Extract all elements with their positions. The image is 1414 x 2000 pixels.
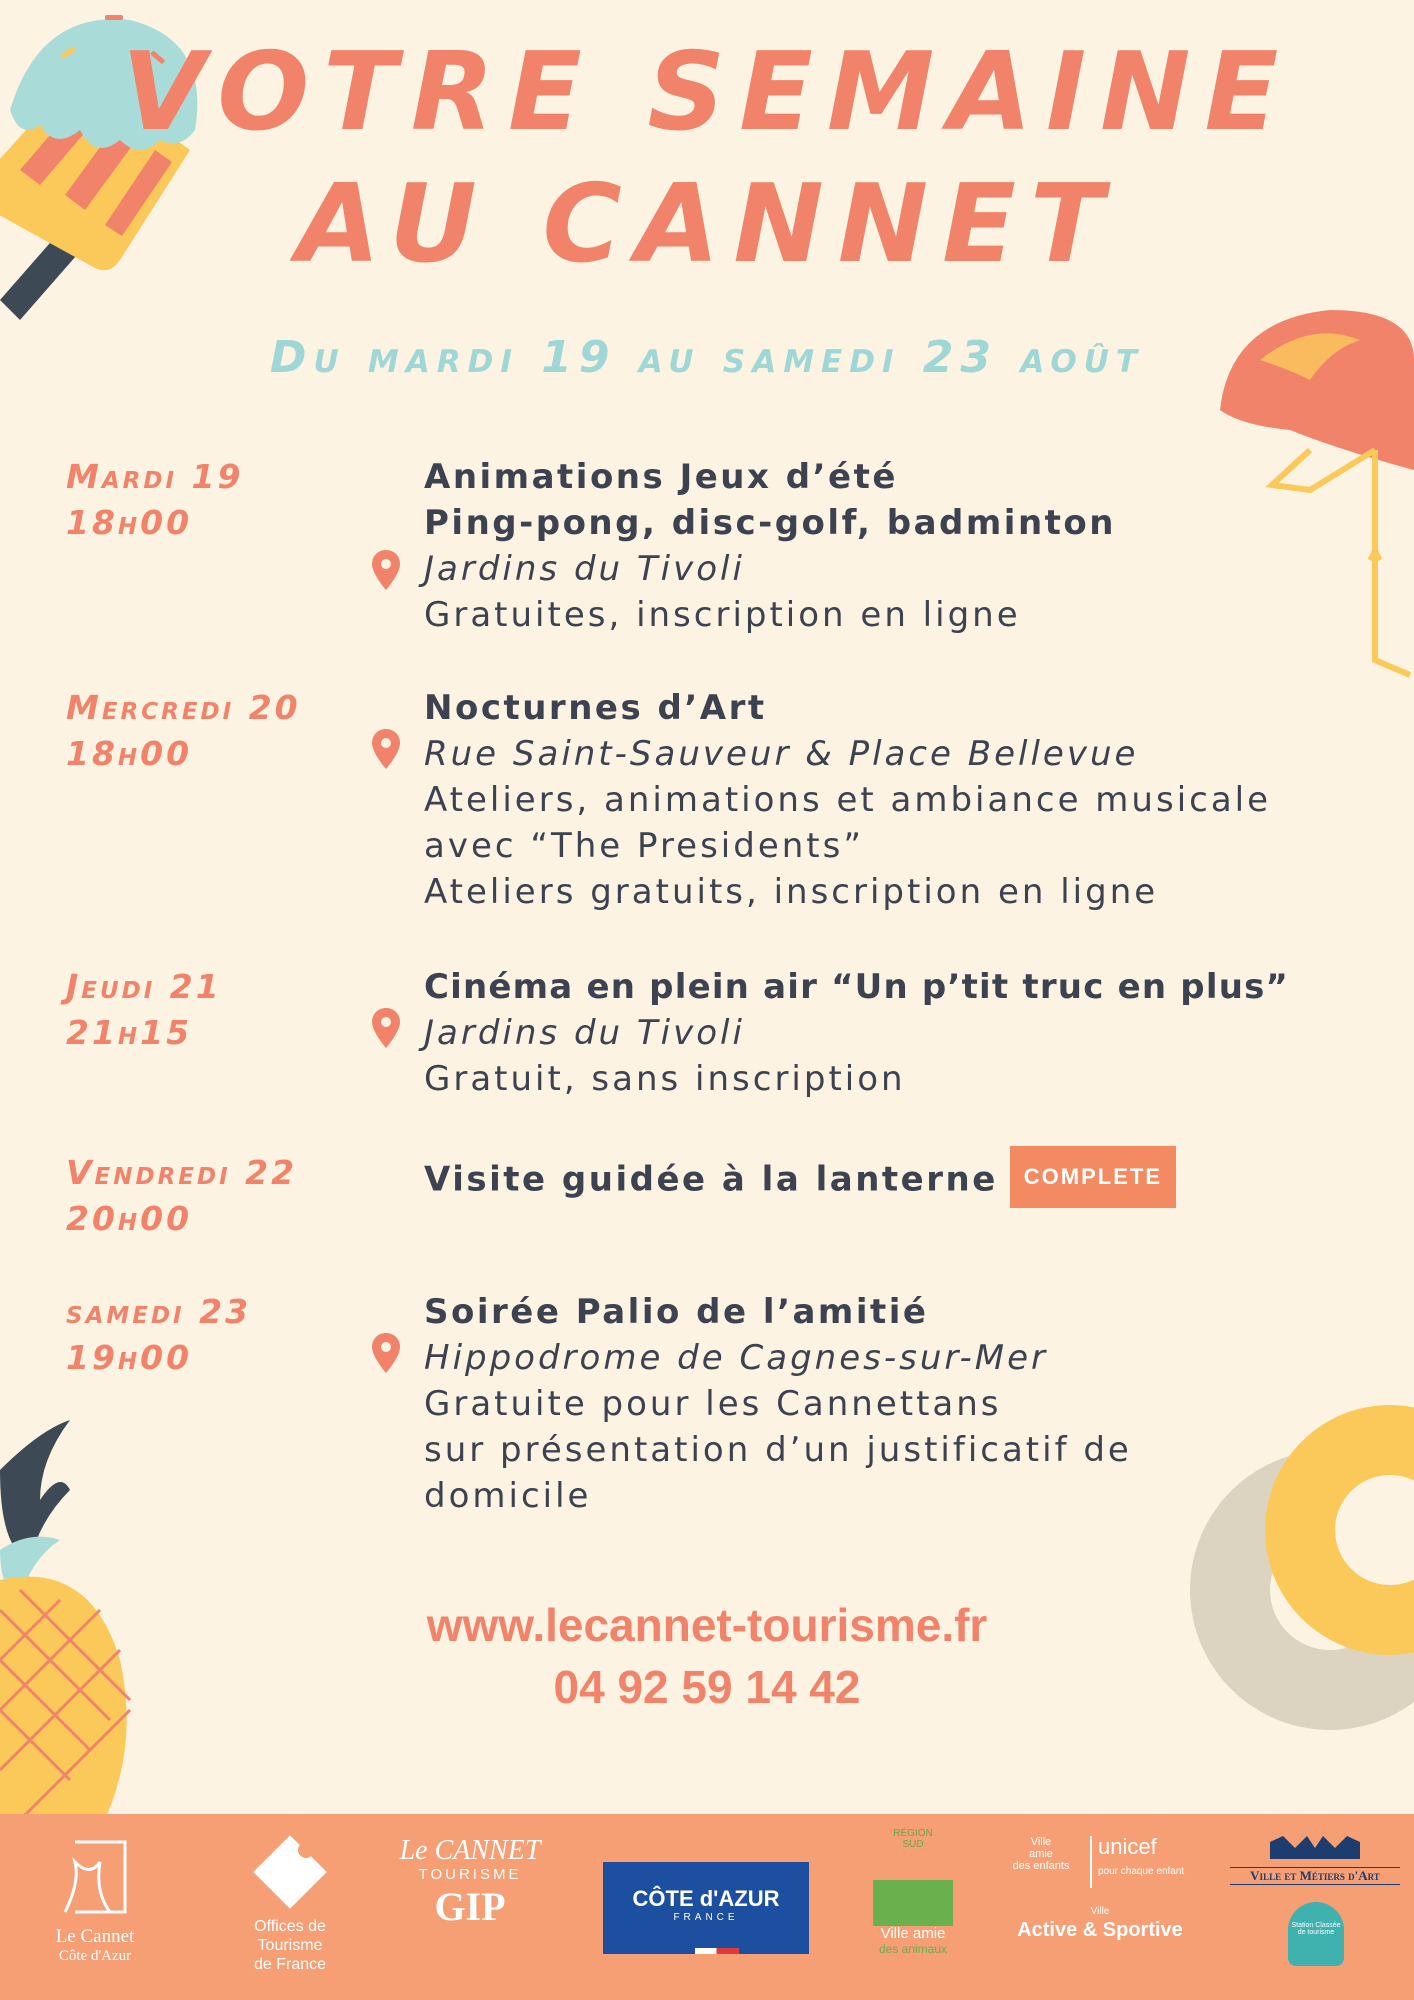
poster-subtitle: Du mardi 19 au samedi 23 août xyxy=(269,332,1145,383)
event-date xyxy=(66,685,301,777)
logo-text: de tourisme xyxy=(1297,1929,1335,1936)
flag-stripe xyxy=(673,1948,739,1954)
event-title: Soirée Palio de l’amitié xyxy=(424,1292,929,1332)
divider xyxy=(1090,1836,1092,1888)
location-pin-icon xyxy=(372,1008,400,1048)
event-time: 18h00 xyxy=(66,503,193,542)
event-date xyxy=(66,1289,251,1381)
event-detail: Ateliers gratuits, inscription en ligne xyxy=(424,872,1159,912)
station-classee-logo xyxy=(1288,1902,1344,1966)
logo-text: des enfants xyxy=(1012,1860,1070,1872)
logo-text: SUD xyxy=(902,1839,924,1850)
logo-text: Station Classée xyxy=(1291,1922,1341,1929)
logo-text: GIP xyxy=(434,1884,506,1929)
phone-number[interactable]: 04 92 59 14 42 xyxy=(553,1661,861,1713)
event-day: samedi 23 xyxy=(66,1292,252,1331)
partner-logos-footer xyxy=(0,1814,1414,2000)
region-sud-logo xyxy=(870,1828,956,1850)
offices-tourisme-logo xyxy=(225,1832,355,1974)
event-body xyxy=(424,454,1374,638)
event-title: Nocturnes d’Art xyxy=(424,688,767,728)
event-title: Animations Jeux d’été xyxy=(424,457,898,497)
logo-text: Ville xyxy=(1090,1906,1110,1917)
event-body xyxy=(424,1150,1374,1212)
event-title: Ping-pong, disc-golf, badminton xyxy=(424,503,1116,543)
event-time: 20h00 xyxy=(66,1199,193,1238)
logo-text: FRANCE xyxy=(673,1912,739,1923)
castle-icon xyxy=(55,1832,135,1922)
event-body xyxy=(424,964,1374,1102)
event-title: Cinéma en plein air “Un p’tit truc en plus” xyxy=(424,967,1290,1007)
event-day: Mercredi 20 xyxy=(66,688,301,727)
cote-azur-logo xyxy=(603,1862,809,1954)
event-location: Hippodrome de Cagnes-sur-Mer xyxy=(424,1338,1048,1378)
offices-tourisme-icon xyxy=(250,1832,330,1912)
event-detail: Gratuit, sans inscription xyxy=(424,1059,906,1099)
crown-icon xyxy=(1265,1834,1365,1862)
logo-text: Le CANNET xyxy=(399,1835,541,1866)
event-day: Mardi 19 xyxy=(66,457,244,496)
event-date xyxy=(66,454,243,546)
location-pin-icon xyxy=(372,729,400,769)
event-location: Jardins du Tivoli xyxy=(424,1013,745,1053)
metiers-art-logo xyxy=(1230,1834,1400,1885)
event-detail: sur présentation d’un justificatif de xyxy=(424,1430,1132,1470)
logo-text: pour chaque enfant xyxy=(1098,1866,1185,1877)
logo-text: Côte d'Azur xyxy=(58,1948,132,1964)
logo-text: Ville amie xyxy=(880,1925,946,1942)
complete-badge: COMPLETE xyxy=(1010,1146,1176,1208)
lecannet-logo xyxy=(30,1832,160,1965)
logo-text: amie xyxy=(1029,1848,1053,1860)
event-time: 19h00 xyxy=(66,1338,193,1377)
logo-text: CÔTE d'AZUR xyxy=(632,1886,780,1911)
website-link[interactable]: www.lecannet-tourisme.fr xyxy=(426,1599,988,1651)
event-body xyxy=(424,1289,1374,1519)
lecannet-tourisme-logo xyxy=(385,1836,555,1931)
event-detail: Ateliers, animations et ambiance musicale xyxy=(424,780,1272,820)
logo-text: Ville xyxy=(1030,1836,1052,1848)
event-detail: Gratuite pour les Cannettans xyxy=(424,1384,1002,1424)
event-date xyxy=(66,1150,297,1242)
event-title xyxy=(424,1150,1374,1212)
event-day: Vendredi 22 xyxy=(66,1153,298,1192)
event-detail: Gratuites, inscription en ligne xyxy=(424,595,1021,635)
event-location: Jardins du Tivoli xyxy=(424,549,745,589)
logo-text: RÉGION xyxy=(893,1828,933,1839)
event-body xyxy=(424,685,1374,915)
logo-text: unicef xyxy=(1098,1834,1157,1859)
logo-text xyxy=(1000,1836,1082,1872)
event-location: Rue Saint-Sauveur & Place Bellevue xyxy=(424,734,1139,774)
event-detail: avec “The Presidents” xyxy=(424,826,864,866)
active-sportive-logo xyxy=(1000,1906,1200,1942)
logo-text: de France xyxy=(253,1956,327,1973)
logo-text: Le Cannet xyxy=(55,1926,135,1947)
event-detail: domicile xyxy=(424,1476,592,1516)
event-day: Jeudi 21 xyxy=(66,967,222,1006)
animals-icon xyxy=(873,1880,953,1926)
ville-amie-animaux-logo xyxy=(870,1880,956,1956)
location-pin-icon xyxy=(372,550,400,590)
logo-text: TOURISME xyxy=(418,1866,522,1883)
logo-text: Active & Sportive xyxy=(1017,1919,1183,1941)
event-time: 18h00 xyxy=(66,734,193,773)
logo-text: Tourisme xyxy=(257,1937,323,1954)
event-date xyxy=(66,964,222,1056)
poster-title-line1: VOTRE SEMAINE xyxy=(121,30,1293,155)
poster-title-line2: AU CANNET xyxy=(296,162,1118,287)
logo-text: Ville et Métiers d'Art xyxy=(1230,1867,1400,1885)
location-pin-icon xyxy=(372,1333,400,1373)
event-title-text: Visite guidée à la lanterne xyxy=(424,1159,998,1200)
logo-text: Offices de xyxy=(254,1918,326,1935)
event-time: 21h15 xyxy=(66,1013,193,1052)
logo-text: des animaux xyxy=(878,1942,948,1956)
